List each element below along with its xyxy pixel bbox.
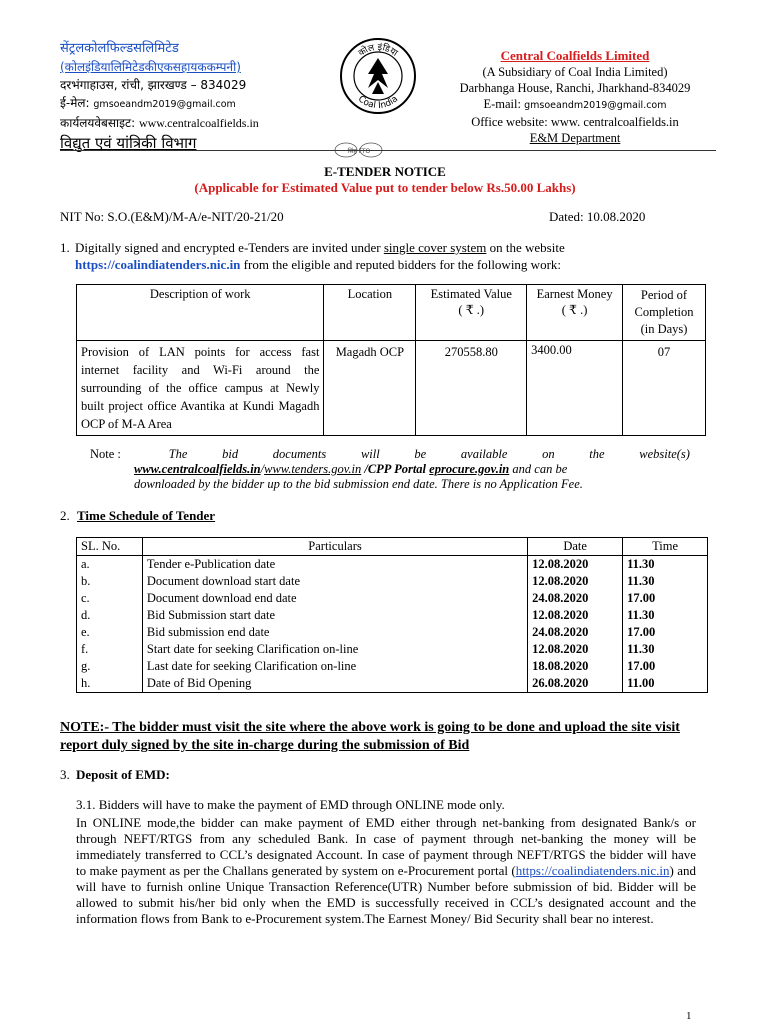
schedule-sl: e. <box>77 624 143 641</box>
work-table-row <box>77 341 706 436</box>
coal-india-logo-icon <box>338 36 418 116</box>
email[interactable]: gmsoeandm2019@gmail.com <box>524 100 667 111</box>
paragraph-1-text-b: on the website <box>486 240 565 255</box>
schedule-particular: Tender e-Publication date <box>142 556 527 574</box>
office-website[interactable]: Office website: www. centralcoalfields.in <box>471 115 679 129</box>
schedule-header-particulars: Particulars <box>142 538 527 556</box>
work-estimated-value: 270558.80 <box>416 341 527 436</box>
paragraph-1-text-a: Digitally signed and encrypted e-Tenders are invited under <box>75 240 384 255</box>
paragraph-1 <box>60 239 710 273</box>
paragraph-1-number: 1. <box>60 240 70 255</box>
schedule-sl: b. <box>77 573 143 590</box>
schedule-time: 11.30 <box>623 556 708 574</box>
note-word: the <box>589 447 605 461</box>
note-line-2 <box>90 462 690 477</box>
schedule-sl: f. <box>77 641 143 658</box>
schedule-sl: d. <box>77 607 143 624</box>
note-slash: / <box>260 462 265 476</box>
schedule-table <box>76 537 708 693</box>
schedule-time: 11.30 <box>623 607 708 624</box>
hindi-department: विद्युत एवं यांत्रिकी विभाग <box>60 134 197 152</box>
schedule-header-sl: SL. No. <box>77 538 143 556</box>
notice-date: Dated: 10.08.2020 <box>549 209 646 224</box>
note-tail: and can be <box>509 462 568 476</box>
single-cover-system: single cover system <box>383 240 487 255</box>
page-number: 1 <box>686 1010 692 1022</box>
schedule-date: 18.08.2020 <box>528 658 623 675</box>
schedule-sl: g. <box>77 658 143 675</box>
schedule-date: 24.08.2020 <box>528 624 623 641</box>
schedule-row <box>77 658 708 675</box>
schedule-particular: Date of Bid Opening <box>142 675 527 693</box>
schedule-time: 17.00 <box>623 590 708 607</box>
work-location: Magadh OCP <box>324 341 416 436</box>
eprocure-link[interactable]: eprocure.gov.in <box>429 462 510 476</box>
header-emd-label: Earnest Money <box>536 287 613 301</box>
company-name: Central Coalfields Limited <box>500 48 650 63</box>
schedule-time: 11.30 <box>623 641 708 658</box>
note-word: on <box>542 447 555 461</box>
schedule-row <box>77 556 708 574</box>
header-emd-unit: ( ₹ .) <box>561 303 588 317</box>
note-word: will <box>360 447 380 461</box>
header-english <box>440 48 710 146</box>
schedule-date: 12.08.2020 <box>528 607 623 624</box>
nit-number: NIT No: S.O.(E&M)/M-A/e-NIT/20-21/20 <box>60 209 284 224</box>
paragraph-1-line-2 <box>60 256 710 273</box>
subsidiary: (A Subsidiary of Coal India Limited) <box>482 65 668 79</box>
header-estimated <box>416 285 527 341</box>
schedule-sl: c. <box>77 590 143 607</box>
schedule-date: 12.08.2020 <box>528 556 623 574</box>
schedule-particular: Last date for seeking Clarification on-line <box>142 658 527 675</box>
schedule-row <box>77 573 708 590</box>
logo-top-text: कोल इंडिया <box>357 42 400 59</box>
header-divider <box>60 150 716 151</box>
section-2-number: 2. <box>60 508 70 523</box>
hindi-address: दरभंगाहाउस, रांची, झारखण्ड – 834029 <box>60 78 247 92</box>
schedule-particular: Document download end date <box>142 590 527 607</box>
paragraph-3-1-body <box>76 815 696 927</box>
schedule-row <box>77 675 708 693</box>
paragraph-3-1-line-1: 3.1. Bidders will have to make the payment of EMD through ONLINE mode only. <box>76 797 505 812</box>
header-description: Description of work <box>77 285 324 341</box>
email-label: E-mail: <box>483 97 521 111</box>
header-emd <box>527 285 623 341</box>
schedule-time: 11.00 <box>623 675 708 693</box>
hindi-email[interactable]: gmsoeandm2019@gmail.com <box>93 99 236 110</box>
header-hindi <box>60 40 360 152</box>
header-period: Period of Completion (in Days) <box>623 285 706 341</box>
coalindiatenders-link[interactable]: https://coalindiatenders.nic.in <box>75 257 241 272</box>
section-2-heading <box>60 508 215 524</box>
note-word: documents <box>272 447 327 461</box>
notice-subtitle: (Applicable for Estimated Value put to tender below Rs.50.00 Lakhs) <box>194 180 576 195</box>
note-word: website(s) <box>639 447 690 461</box>
schedule-sl: h. <box>77 675 143 693</box>
work-emd: 3400.00 <box>527 341 623 436</box>
work-description: Provision of LAN points for access fast internet facility and Wi-Fi around the surrounding of the office campus at Newly built project office Avantika at Kundi Magadh OCP of M-A Area <box>77 341 324 436</box>
note-line-1 <box>90 447 690 462</box>
work-table-header <box>77 285 706 341</box>
work-period: 07 <box>623 341 706 436</box>
header-location: Location <box>324 285 416 341</box>
schedule-particular: Bid submission end date <box>142 624 527 641</box>
hindi-website-line <box>60 114 360 132</box>
note-word: be <box>414 447 427 461</box>
header-estimated-label: Estimated Value <box>430 287 512 301</box>
note-line-3: downloaded by the bidder up to the bid submission end date. There is no Application Fee. <box>134 477 583 491</box>
note-word: The <box>168 447 188 461</box>
schedule-particular: Start date for seeking Clarification on-line <box>142 641 527 658</box>
schedule-time: 17.00 <box>623 658 708 675</box>
schedule-sl: a. <box>77 556 143 574</box>
section-3-title: Deposit of EMD: <box>76 767 170 782</box>
schedule-header-time: Time <box>623 538 708 556</box>
paragraph-1-text-c: from the eligible and reputed bidders for the following work: <box>240 257 562 272</box>
schedule-particular: Bid Submission start date <box>142 607 527 624</box>
note-word: bid <box>222 447 239 461</box>
tenders-gov-link[interactable]: www.tenders.gov.in <box>264 462 362 476</box>
cpp-portal-text: /CPP Portal <box>361 462 430 476</box>
notice-title: E-TENDER NOTICE <box>324 164 446 179</box>
schedule-date: 12.08.2020 <box>528 641 623 658</box>
site-visit-note: NOTE:- The bidder must visit the site where the above work is going to be done and upload the site visit report duly signed by the site in-charge during the submission of Bid <box>60 720 680 753</box>
centralcoalfields-link[interactable]: www.centralcoalfields.in <box>134 462 261 476</box>
stamp-text: सिंह FTO <box>347 148 371 155</box>
department: E&M Department <box>529 131 621 145</box>
schedule-particular: Document download start date <box>142 573 527 590</box>
schedule-time: 17.00 <box>623 624 708 641</box>
address: Darbhanga House, Ranchi, Jharkhand-834029 <box>459 81 691 95</box>
work-table <box>76 284 706 436</box>
eprocurement-portal-link[interactable]: https://coalindiatenders.nic.in <box>515 863 670 878</box>
hindi-email-line <box>60 94 360 114</box>
hindi-email-label: ई-मेल: <box>60 96 90 110</box>
paragraph-3-1-text-b: ) and will have to furnish online Unique Transaction Reference(UTR) Number before submission of bid. Bidder will be allowed to submit his/her bid only when the EMD is successfully received in CCL’s designated account and the information flows from Bank to e-Procurement system.The Earnest Money/ Bid Security shall bear no interest. <box>76 863 696 926</box>
schedule-date: 26.08.2020 <box>528 675 623 693</box>
schedule-date: 24.08.2020 <box>528 590 623 607</box>
schedule-row <box>77 607 708 624</box>
logo-bottom-text: Coal India <box>355 94 401 112</box>
schedule-header <box>77 538 708 556</box>
paragraph-3-1-text-a: In ONLINE mode,the bidder can make payment of EMD either through net-banking from designated Bank/s or through NEFT/RTGS from any scheduled Bank. In case of payment through net-banking the money will be immediately transferred to CCL’s designated Account. In case of payment through NEFT/RTGS the bidder will have to make payment as per the Challans generated by system on e-Procurement portal ( <box>76 815 696 878</box>
paragraph-1-line-1 <box>60 239 710 256</box>
schedule-date: 12.08.2020 <box>528 573 623 590</box>
hindi-subsidiary: (कोलइंडियालिमिटेडकीएकसहायककम्पनी) <box>60 60 241 74</box>
hindi-website-label: कार्यलयवेबसाइट: <box>60 116 136 130</box>
schedule-row <box>77 641 708 658</box>
schedule-time: 11.30 <box>623 573 708 590</box>
section-3-heading <box>60 767 170 783</box>
section-2-title: Time Schedule of Tender <box>77 508 216 523</box>
hindi-company-name: सेंट्रलकोलफिल्डसलिमिटेड <box>60 41 179 56</box>
hindi-website[interactable]: www.centralcoalfields.in <box>138 116 259 130</box>
section-3-number: 3. <box>60 767 70 782</box>
header-estimated-unit: ( ₹ .) <box>458 303 485 317</box>
note-block <box>90 447 690 492</box>
schedule-row <box>77 590 708 607</box>
schedule-row <box>77 624 708 641</box>
schedule-header-date: Date <box>528 538 623 556</box>
paragraph-3-1 <box>76 797 696 927</box>
email-line <box>440 96 710 114</box>
note-word: available <box>460 447 508 461</box>
note-label: Note : <box>90 447 121 461</box>
